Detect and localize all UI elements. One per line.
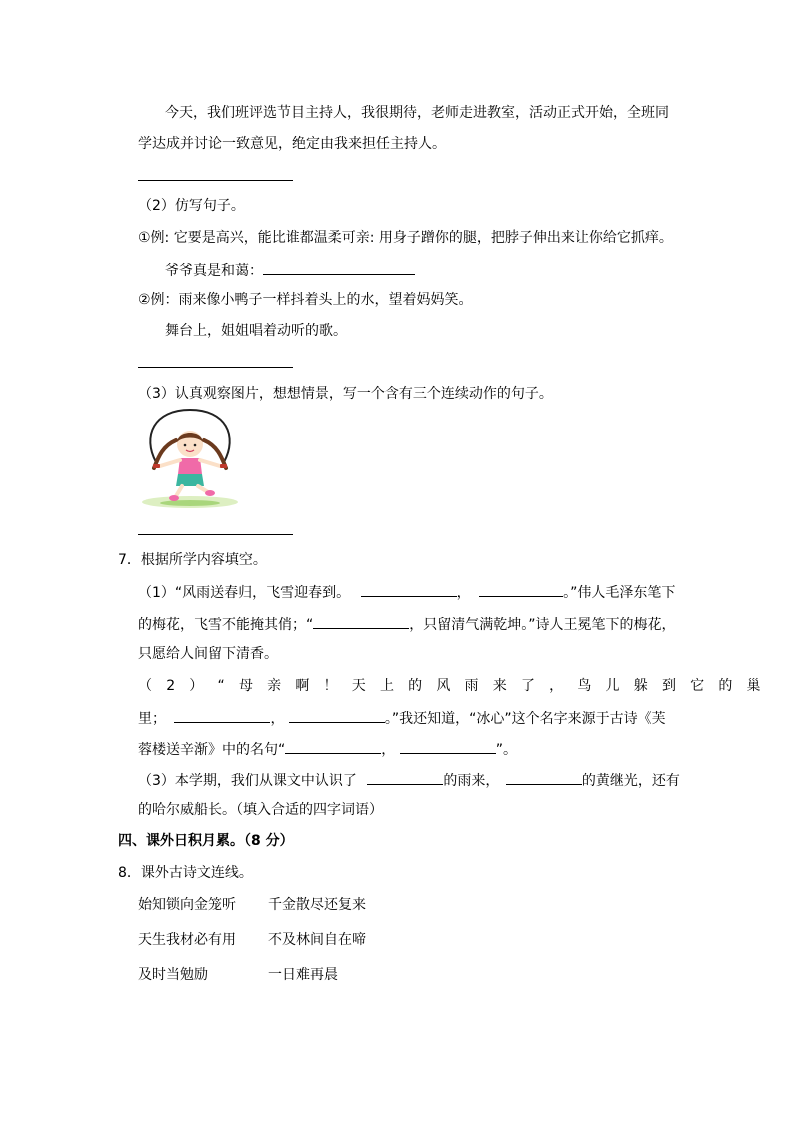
q7-2-line-2: [138, 707, 666, 727]
answer-blank[interactable]: [400, 738, 496, 754]
q7-3-line-1: [138, 769, 680, 789]
q7-3-text-a: （3）本学期，我们从课文中认识了: [138, 773, 357, 789]
q6-3-title: （3）认真观察图片，想想情景，写一个含有三个连续动作的句子。: [138, 386, 553, 402]
q7-1-text-d: 的梅花，飞雪不能掩其俏；“: [138, 617, 314, 633]
match-right-1[interactable]: 千金散尽还复来: [268, 897, 366, 913]
q8-title: 8．课外古诗文连线。: [118, 865, 253, 881]
answer-blank[interactable]: [174, 707, 270, 723]
q7-2-text-b: ，: [270, 711, 285, 727]
answer-blank[interactable]: [263, 259, 415, 275]
girl-jumping-rope-icon: [136, 406, 244, 512]
q7-1-text-c: 。”伟人毛泽东笔下: [563, 585, 676, 601]
match-right-2[interactable]: 不及林间自在啼: [268, 932, 366, 948]
q7-1-text-b: ，: [456, 585, 471, 601]
q7-1-line-3: 只愿给人间留下清香。: [138, 646, 278, 662]
section-4-heading: 四、课外日积月累。（8 分）: [118, 833, 294, 849]
answer-blank[interactable]: [506, 769, 582, 785]
match-left-3[interactable]: 及时当勉励: [138, 967, 208, 983]
q7-2-line-3: [138, 738, 517, 758]
q7-1-line-1: [138, 581, 675, 601]
answer-blank[interactable]: [367, 769, 443, 785]
answer-blank[interactable]: [285, 738, 381, 754]
answer-blank[interactable]: [289, 707, 385, 723]
q7-3-line-2: 的哈尔威船长。（填入合适的四字词语）: [138, 802, 383, 818]
q7-1-line-2: [138, 613, 676, 633]
q7-3-text-c: 的黄继光，还有: [581, 773, 680, 789]
q6-2-prompt-1: [165, 259, 415, 279]
q6-2-example-1: ①例: 它要是高兴，能比谁都温柔可亲: 用身子蹭你的腿，把脖子伸出来让你给它抓痒。: [138, 230, 673, 246]
q6-2-example-2: ②例：雨来像小鸭子一样抖着头上的水，望着妈妈笑。: [138, 292, 473, 308]
q7-2-text-a: 里；: [138, 711, 166, 727]
q7-3-text-b: 的雨来，: [443, 773, 500, 789]
answer-blank[interactable]: [313, 613, 409, 629]
answer-line[interactable]: [138, 180, 293, 181]
q7-2-text-c: 。”我还知道，“冰心”这个名字来源于古诗《芙: [384, 711, 666, 727]
match-right-3[interactable]: 一日难再晨: [268, 967, 338, 983]
prompt-1-text: 爷爷真是和蔼：: [165, 263, 263, 279]
q6-2-title: （2）仿写句子。: [138, 198, 245, 214]
q7-title: 7．根据所学内容填空。: [118, 552, 267, 568]
answer-line[interactable]: [138, 367, 293, 368]
match-left-2[interactable]: 天生我材必有用: [138, 932, 236, 948]
q7-2-line-1: （2）“母亲啊！天上的风雨来了，鸟儿躲到它的巢: [138, 678, 775, 694]
girl-jumping-rope-image: [136, 406, 244, 512]
answer-line[interactable]: [138, 534, 293, 535]
q7-2-text-f: ”。: [495, 742, 517, 758]
q7-1-text-e: ，只留清气满乾坤。”诗人王冕笔下的梅花，: [409, 617, 676, 633]
answer-blank[interactable]: [479, 581, 563, 597]
q6-2-prompt-2: 舞台上，姐姐唱着动听的歌。: [165, 323, 347, 339]
q7-1-text-a: （1）“风雨送春归，飞雪迎春到。: [138, 585, 351, 601]
q7-2-text-d: 蓉楼送辛渐》中的名句“: [138, 742, 286, 758]
answer-blank[interactable]: [361, 581, 457, 597]
context-line-1: 今天，我们班评选节目主持人，我很期待，老师走进教室，活动正式开始，全班同: [165, 105, 669, 121]
q7-2-text-e: ，: [381, 742, 396, 758]
context-line-2: 学达成并讨论一致意见，绝定由我来担任主持人。: [138, 136, 446, 152]
match-left-1[interactable]: 始知锁向金笼听: [138, 897, 236, 913]
